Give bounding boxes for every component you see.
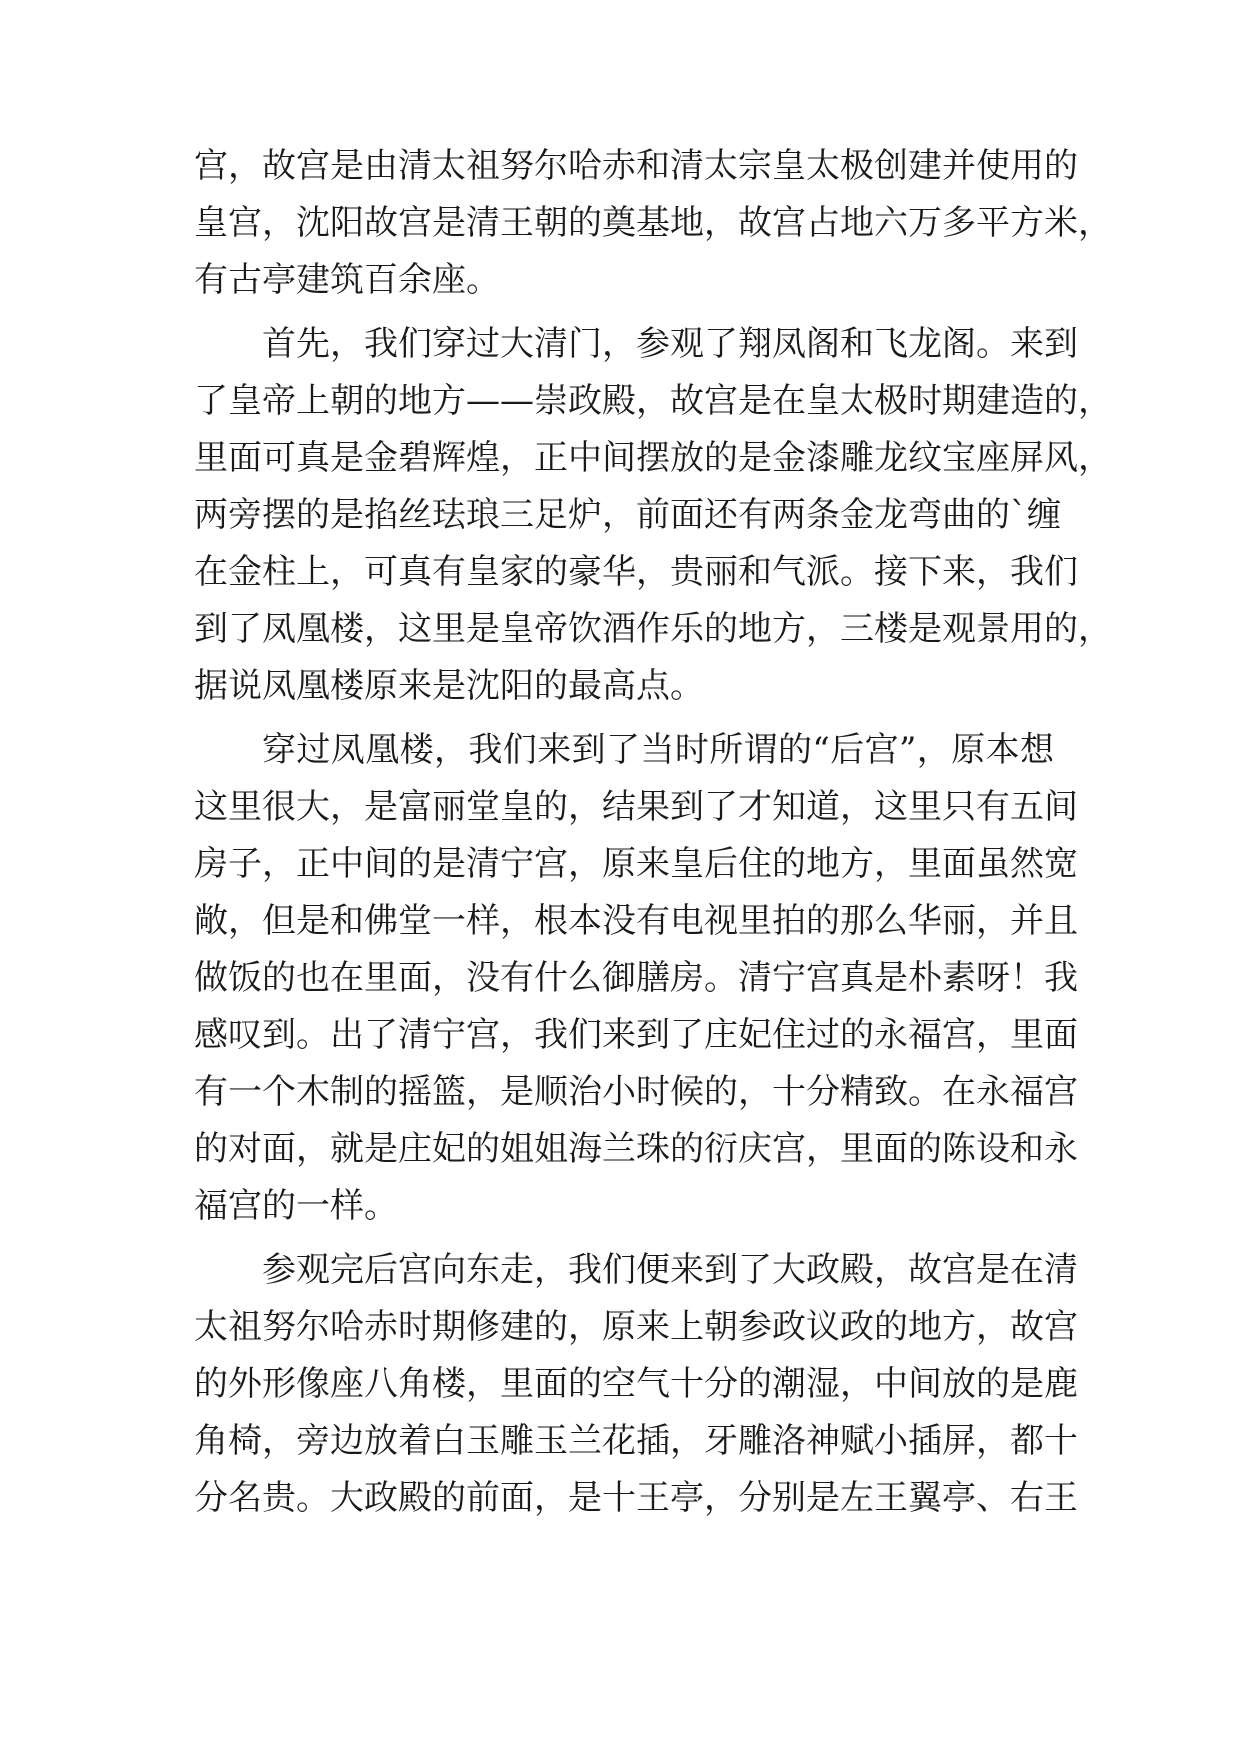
paragraph-4-line-2: 太祖努尔哈赤时期修建的，原来上朝参政议政的地方，故宫 [194,1307,1078,1347]
paragraph-3-line-8: 的对面，就是庄妃的姐姐海兰珠的衍庆宫，里面的陈设和永 [194,1129,1078,1169]
paragraph-3-line-3: 房子，正中间的是清宁宫，原来皇后住的地方，里面虽然宽 [194,844,1078,884]
paragraph-3-line-4: 敞，但是和佛堂一样，根本没有电视里拍的那么华丽，并且 [194,901,1078,941]
paragraph-3-line-1: 穿过凤凰楼，我们来到了当时所谓的“后宫”，原本想 [262,730,1054,770]
paragraph-4-line-4: 角椅，旁边放着白玉雕玉兰花插，牙雕洛神赋小插屏，都十 [194,1421,1078,1461]
text-line-1: 宫，故宫是由清太祖努尔哈赤和清太宗皇太极创建并使用的 [194,146,1078,186]
text-line-2: 皇宫，沈阳故宫是清王朝的奠基地，故宫占地六万多平方米， [194,203,1112,243]
paragraph-4-line-5: 分名贵。大政殿的前面，是十王亭，分别是左王翼亭、右王 [194,1478,1078,1518]
paragraph-3-line-9: 福宫的一样。 [194,1186,398,1226]
paragraph-3-line-7: 有一个木制的摇篮，是顺治小时候的，十分精致。在永福宫 [194,1072,1078,1112]
paragraph-2-line-7: 据说凤凰楼原来是沈阳的最高点。 [194,666,704,706]
paragraph-2-line-6: 到了凤凰楼，这里是皇帝饮酒作乐的地方，三楼是观景用的， [194,609,1112,649]
paragraph-3-line-2: 这里很大，是富丽堂皇的，结果到了才知道，这里只有五间 [194,787,1078,827]
paragraph-4-line-1: 参观完后宫向东走，我们便来到了大政殿，故宫是在清 [262,1250,1078,1290]
paragraph-3-line-5: 做饭的也在里面，没有什么御膳房。清宁宫真是朴素呀！我 [194,958,1078,998]
paragraph-2-line-1: 首先，我们穿过大清门，参观了翔凤阁和飞龙阁。来到 [262,324,1078,364]
paragraph-2-line-4: 两旁摆的是掐丝珐琅三足炉，前面还有两条金龙弯曲的`缠 [194,495,1061,535]
paragraph-4-line-3: 的外形像座八角楼，里面的空气十分的潮湿，中间放的是鹿 [194,1364,1078,1404]
paragraph-3-line-6: 感叹到。出了清宁宫，我们来到了庄妃住过的永福宫，里面 [194,1015,1078,1055]
paragraph-2-line-2: 了皇帝上朝的地方——崇政殿，故宫是在皇太极时期建造的， [194,381,1112,421]
paragraph-2-line-5: 在金柱上，可真有皇家的豪华，贵丽和气派。接下来，我们 [194,552,1078,592]
text-line-3: 有古亭建筑百余座。 [194,260,500,300]
paragraph-2-line-3: 里面可真是金碧辉煌，正中间摆放的是金漆雕龙纹宝座屏风， [194,438,1112,478]
